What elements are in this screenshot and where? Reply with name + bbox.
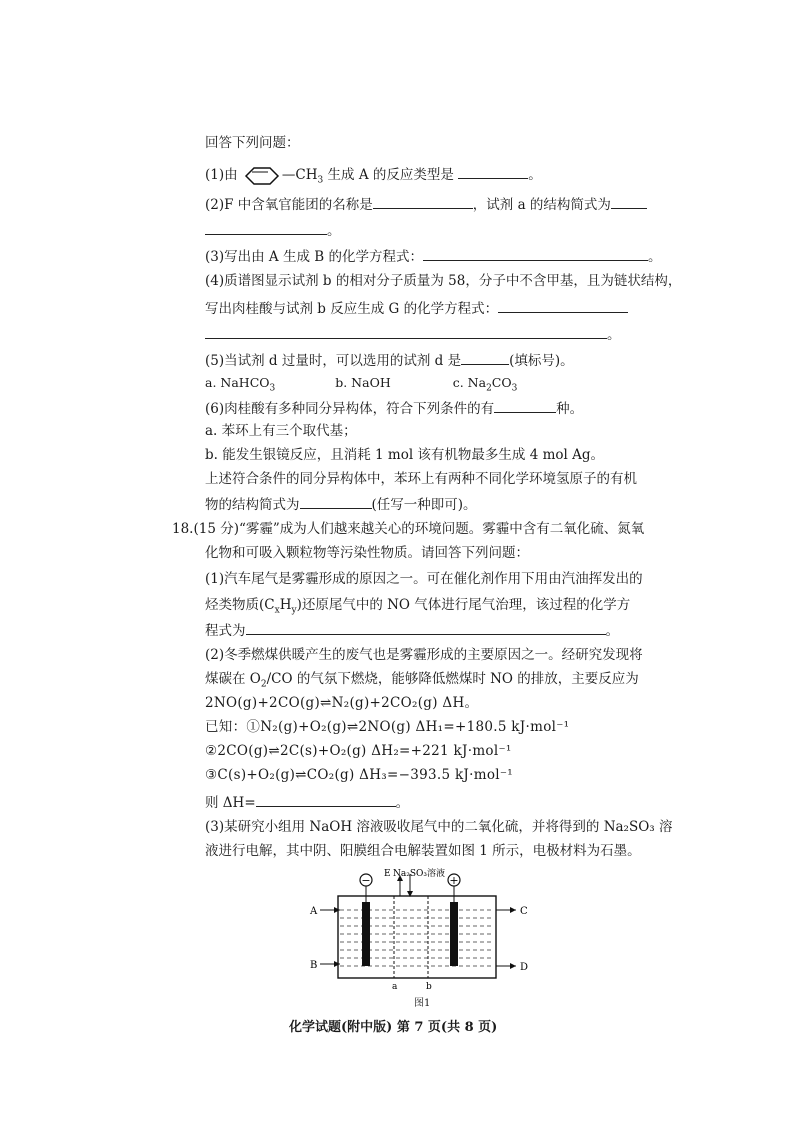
label-d-outlet: D <box>520 962 529 973</box>
answer-blank-q6b[interactable] <box>300 494 372 509</box>
delta-h-answer: 则 ΔH= 。 <box>205 792 409 812</box>
label-e: E <box>384 869 391 879</box>
answer-blank-q4a[interactable] <box>498 298 628 313</box>
anode-electrode <box>450 902 458 966</box>
question-18-line2: 化物和可吸入颗粒物等污染性物质。请回答下列问题： <box>205 545 529 561</box>
label-membrane-a: a <box>392 982 398 992</box>
question-1: (1)由 $—CH_3$ 生成 A 的反应类型是 。 <box>205 164 542 190</box>
outlet-c-arrow-icon <box>510 907 516 913</box>
question-6-cond-a: a. 苯环上有三个取代基； <box>205 423 357 439</box>
intro-text: 回答下列问题： <box>205 135 300 151</box>
answer-blank-p1[interactable] <box>246 620 606 635</box>
question-4-line3: 。 <box>205 324 621 344</box>
known-equation-1: 已知：①N₂(g)+O₂(g)⇌2NO(g) ΔH₁=+180.5 kJ·mol⁻¹ <box>205 719 570 735</box>
part-1-line1: (1)汽车尾气是雾霾形成的原因之一。可在催化剂作用下用由汽油挥发出的 <box>205 571 643 587</box>
answer-blank-q6a[interactable] <box>494 398 556 413</box>
known-equation-2: ②2CO(g)⇌2C(s)+O₂(g) ΔH₂=+221 kJ·mol⁻¹ <box>205 743 512 759</box>
question-6-cond-b: b. 能发生银镜反应，且消耗 1 mol 该有机物最多生成 4 mol Ag。 <box>205 447 605 463</box>
answer-blank-q2b-cont[interactable] <box>205 220 327 235</box>
outlet-d-arrow-icon <box>510 963 516 969</box>
figure-caption: 图1 <box>414 998 431 1009</box>
question-18-line1: 18.(15 分)“雾霾”成为人们越来越关心的环境问题。雾霾中含有二氧化硫、氮氧 <box>172 521 645 537</box>
answer-blank-delta-h[interactable] <box>256 792 396 807</box>
answer-blank-q1[interactable] <box>458 164 528 179</box>
part-2-line2: 煤碳在 $O_2/CO$ 的气氛下燃烧，能够降低燃煤时 NO 的排放，主要反应为 <box>205 671 639 690</box>
option-a: a. NaHCO$_3$ <box>205 375 276 394</box>
question-3: (3)写出由 A 生成 B 的化学方程式： 。 <box>205 246 661 266</box>
benzene-ring-icon <box>242 166 282 186</box>
label-a-inlet: A <box>310 906 318 917</box>
electrolysis-diagram <box>306 866 536 996</box>
inlet-b-arrow-icon <box>334 961 340 967</box>
answer-blank-q5[interactable] <box>461 350 509 365</box>
question-2-cont: 。 <box>205 220 341 240</box>
part-1-line2: 烃类物质$(C_xH_y)$还原尾气中的 NO 气体进行尾气治理，该过程的化学方 <box>205 597 631 616</box>
part-3-line2: 液进行电解，其中阴、阳膜组合电解装置如图 1 所示，电极材料为石墨。 <box>205 843 641 859</box>
main-reaction-equation: 2NO(g)+2CO(g)⇌N₂(g)+2CO₂(g) ΔH。 <box>205 695 479 711</box>
minus-label: − <box>361 874 371 887</box>
question-5-options <box>205 374 517 398</box>
option-b: b. NaOH <box>335 375 391 390</box>
label-b-inlet: B <box>310 960 318 971</box>
option-c: c. $Na_2CO_3$ <box>452 375 518 394</box>
question-2: (2)F 中含氧官能团的名称是 ，试剂 a 的结构简式为 <box>205 194 647 214</box>
label-c-outlet: C <box>520 906 528 917</box>
answer-blank-q2a[interactable] <box>373 194 473 209</box>
question-4-line1: (4)质谱图显示试剂 b 的相对分子质量为 58，分子中不含甲基，且为链状结构， <box>205 273 682 289</box>
question-6-line4: 物的结构简式为 (任写一种即可)。 <box>205 494 477 514</box>
known-equation-3: ③C(s)+O₂(g)⇌CO₂(g) ΔH₃=−393.5 kJ·mol⁻¹ <box>205 767 514 783</box>
cathode-electrode <box>362 902 370 966</box>
answer-blank-q2b[interactable] <box>611 194 647 209</box>
label-na2so3-solution: Na₂SO₃溶液 <box>393 869 446 879</box>
answer-blank-q3[interactable] <box>423 246 648 261</box>
answer-blank-q4b[interactable] <box>205 324 607 339</box>
label-membrane-b: b <box>426 982 432 992</box>
page-footer: 化学试题(附中版) 第 7 页(共 8 页) <box>289 1020 498 1035</box>
part-2-line1: (2)冬季燃煤供暖产生的废气也是雾霾形成的主要原因之一。经研究发现将 <box>205 647 643 663</box>
question-6: (6)肉桂酸有多种同分异构体，符合下列条件的有 种。 <box>205 398 583 418</box>
plus-label: + <box>449 874 459 887</box>
question-4-line2: 写出肉桂酸与试剂 b 反应生成 G 的化学方程式： <box>205 298 628 318</box>
part-1-line3: 程式为 。 <box>205 620 619 640</box>
question-6-line3: 上述符合条件的同分异构体中，苯环上有两种不同化学环境氢原子的有机 <box>205 471 637 487</box>
question-5: (5)当试剂 d 过量时，可以选用的试剂 d 是 (填标号)。 <box>205 350 574 370</box>
part-3-line1: (3)某研究小组用 NaOH 溶液吸收尾气中的二氧化硫，并将得到的 Na₂SO₃ 溶 <box>205 819 673 835</box>
inlet-a-arrow-icon <box>334 907 340 913</box>
